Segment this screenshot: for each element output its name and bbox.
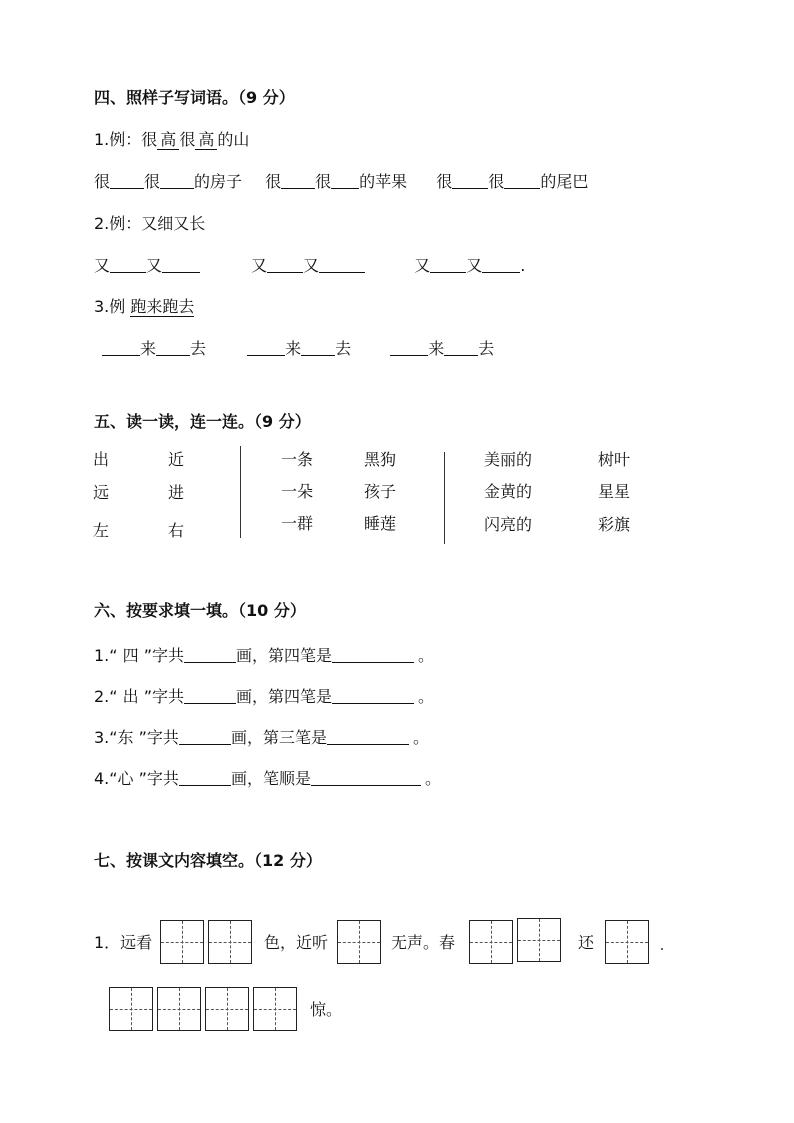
match-word[interactable]: 黑狗 [364,450,397,469]
example-2: 2.例：又细又长 [94,214,206,233]
answer-blank[interactable] [319,256,365,273]
answer-blank[interactable] [390,339,428,356]
writing-grid-cell[interactable] [160,920,204,964]
match-word[interactable]: 进 [168,483,185,502]
match-word[interactable]: 右 [168,521,185,540]
poem-text: 惊。 [310,1000,343,1019]
answer-blank[interactable] [430,256,466,273]
match-word[interactable]: 美丽的 [484,450,533,469]
answer-blank[interactable] [452,172,488,189]
match-word[interactable]: 一条 [281,450,314,469]
answer-blank[interactable] [162,256,200,273]
answer-blank[interactable] [311,769,421,786]
poem-text: 还 [578,933,595,952]
answer-blank[interactable] [156,339,190,356]
poem-text: 色，近听 [264,933,329,952]
stroke-question-3: 3.“东 ”字共 画，第三笔是 。 [94,728,429,747]
section-6-title: 六、按要求填一填。（10 分） [94,601,306,620]
match-word[interactable]: 星星 [598,482,631,501]
answer-blank[interactable] [327,728,409,745]
poem-text: 1．远看 [94,933,153,952]
match-word[interactable]: 闪亮的 [484,515,533,534]
answer-blank[interactable] [301,339,335,356]
answer-blank[interactable] [482,256,520,273]
divider-line [240,446,241,538]
match-word[interactable]: 左 [93,521,110,540]
fill-row-3: 来 去 来 去 来 去 [102,339,494,359]
answer-blank[interactable] [179,769,231,786]
writing-grid-cell[interactable] [109,987,153,1031]
section-4-title: 四、照样子写词语。（9 分） [94,88,295,107]
answer-blank[interactable] [281,172,315,189]
answer-blank[interactable] [267,256,303,273]
answer-blank[interactable] [110,256,146,273]
section-7-title: 七、按课文内容填空。（12 分） [94,851,322,870]
match-word[interactable]: 彩旗 [598,515,631,534]
stray-mark [661,948,663,950]
writing-grid-cell[interactable] [157,987,201,1031]
writing-grid-cell[interactable] [253,987,297,1031]
match-word[interactable]: 孩子 [364,482,397,501]
match-word[interactable]: 一群 [281,514,314,533]
match-word[interactable]: 近 [168,450,185,469]
example-1: 1.例：很 高 很 高 的山 [94,130,250,149]
writing-grid-cell[interactable] [337,920,381,964]
answer-blank[interactable] [444,339,478,356]
answer-blank[interactable] [184,687,236,704]
section-5-title: 五、读一读，连一连。（9 分） [94,412,311,431]
divider-line [444,452,445,544]
writing-grid-cell[interactable] [469,920,513,964]
match-word[interactable]: 睡莲 [364,514,397,533]
writing-grid-cell[interactable] [208,920,252,964]
answer-blank[interactable] [179,728,231,745]
stroke-question-2: 2.“ 出 ”字共 画，第四笔是 。 [94,687,435,706]
stroke-question-1: 1.“ 四 ”字共 画，第四笔是 。 [94,646,435,665]
example-1-underlined-word: 高 [195,130,217,150]
writing-grid-cell[interactable] [205,987,249,1031]
match-word[interactable]: 出 [93,450,110,469]
answer-blank[interactable] [110,172,144,189]
answer-blank[interactable] [332,646,414,663]
fill-row-1: 很 很 的房子 很 很 的苹果 很 很 的尾巴 [94,172,589,191]
answer-blank[interactable] [184,646,236,663]
fill-row-2: 又 又 又 又 又 又 . [94,256,526,275]
poem-text: 无声。春 [391,933,456,952]
writing-grid-cell[interactable] [605,920,649,964]
stroke-question-4: 4.“心 ”字共 画，笔顺是 。 [94,769,441,788]
answer-blank[interactable] [102,339,140,356]
example-3: 3.例 跑来跑去 [94,297,195,316]
match-word[interactable]: 金黄的 [484,482,533,501]
answer-blank[interactable] [160,172,194,189]
writing-grid-cell[interactable] [517,918,561,962]
match-word[interactable]: 一朵 [281,482,314,501]
answer-blank[interactable] [331,172,359,189]
match-word[interactable]: 树叶 [598,450,631,469]
example-1-underlined-word: 高 [157,130,179,150]
answer-blank[interactable] [247,339,285,356]
answer-blank[interactable] [504,172,540,189]
match-word[interactable]: 远 [93,483,110,502]
answer-blank[interactable] [332,687,414,704]
